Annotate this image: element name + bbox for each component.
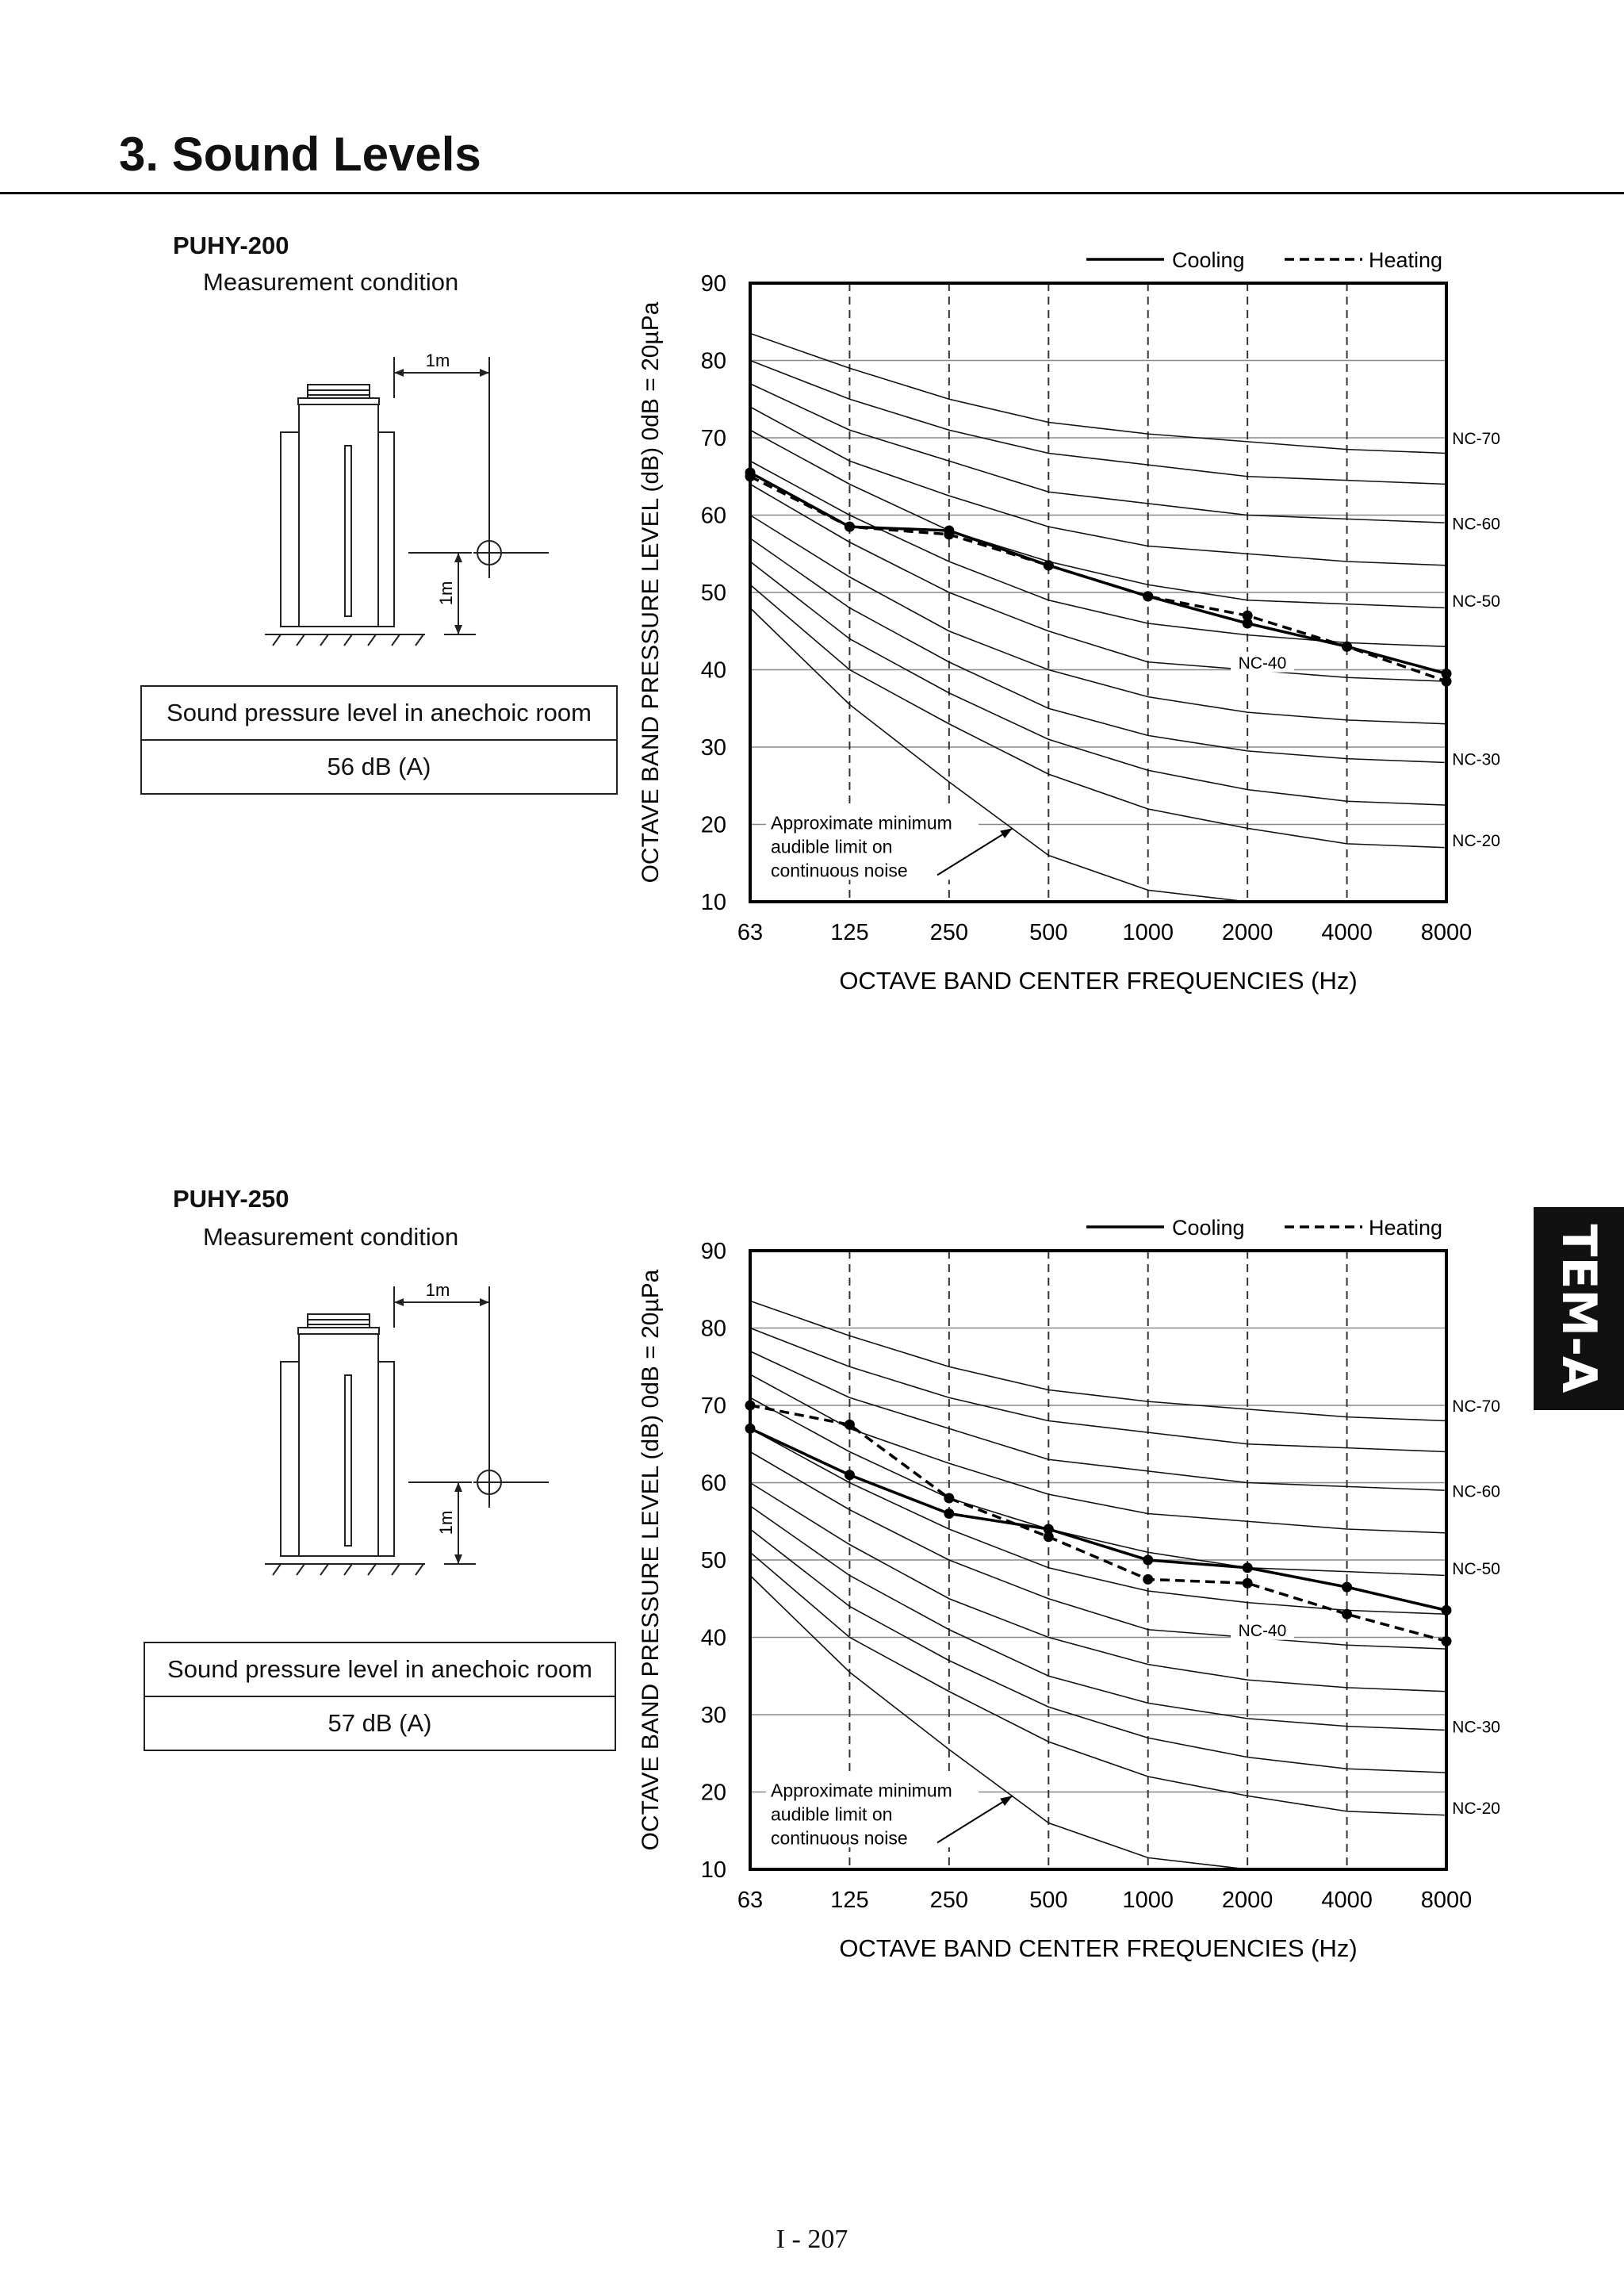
x-tick-label: 125 <box>830 1888 869 1913</box>
unit-body <box>299 1334 378 1556</box>
x-tick-label: 250 <box>929 1888 969 1913</box>
measurement-condition-label: Measurement condition <box>203 268 459 296</box>
y-tick-label: 40 <box>700 1625 726 1651</box>
sound-pressure-table <box>144 1642 616 1751</box>
vertical-distance-label: 1m <box>436 581 456 606</box>
table-header: Sound pressure level in anechoic room <box>142 687 616 741</box>
cooling-point <box>1243 1562 1253 1573</box>
nc-curve <box>750 361 1446 485</box>
nc-label: NC-40 <box>1238 654 1287 673</box>
y-axis-label: OCTAVE BAND PRESSURE LEVEL (dB) 0dB = 20µPa <box>638 1269 664 1851</box>
annotation-text: audible limit on <box>771 1803 893 1825</box>
y-tick-label: 60 <box>700 503 726 529</box>
nc-curve <box>750 333 1446 453</box>
nc-curve <box>750 1301 1446 1420</box>
page-title: 3. Sound Levels <box>119 128 481 181</box>
cooling-series-line <box>750 1428 1446 1610</box>
x-tick-label: 2000 <box>1221 1888 1274 1913</box>
measurement-condition-label: Measurement condition <box>203 1223 459 1251</box>
sound-pressure-table <box>140 685 618 795</box>
nc-label: NC-20 <box>1452 832 1500 850</box>
x-tick-label: 500 <box>1029 920 1068 945</box>
side-tab-label: TEM-A <box>1551 1224 1607 1393</box>
y-tick-label: 90 <box>700 1239 726 1264</box>
x-axis-label: OCTAVE BAND CENTER FREQUENCIES (Hz) <box>839 1934 1358 1962</box>
heating-series-line <box>750 477 1446 681</box>
annotation-text: audible limit on <box>771 836 893 857</box>
chart-puhy-200 <box>626 238 1500 995</box>
cooling-point <box>1143 1555 1153 1566</box>
y-tick-label: 30 <box>700 735 726 761</box>
nc-label: NC-50 <box>1452 592 1500 611</box>
nc-label: NC-50 <box>1452 1559 1500 1578</box>
heating-point <box>944 529 954 539</box>
x-tick-label: 1000 <box>1122 1888 1174 1913</box>
unit-grille <box>345 1375 351 1546</box>
heating-series-line <box>750 1405 1446 1641</box>
x-tick-label: 4000 <box>1321 1888 1373 1913</box>
vertical-distance-label: 1m <box>436 1510 456 1535</box>
annotation-text: Approximate minimum <box>771 812 952 834</box>
y-tick-label: 10 <box>700 1857 726 1883</box>
nc-label: NC-60 <box>1452 1482 1500 1501</box>
section-side-tab <box>1534 1207 1624 1410</box>
model-heading: PUHY-250 <box>173 1185 289 1213</box>
x-axis-label: OCTAVE BAND CENTER FREQUENCIES (Hz) <box>839 967 1358 995</box>
cooling-point <box>845 1470 855 1480</box>
legend-cooling-label: Cooling <box>1172 248 1245 272</box>
nc-curve <box>750 1506 1446 1731</box>
chart-puhy-250 <box>626 1205 1500 1962</box>
heating-point <box>845 1420 855 1430</box>
x-tick-label: 63 <box>737 920 764 945</box>
heating-point <box>845 522 855 532</box>
x-tick-label: 250 <box>929 920 969 945</box>
annotation-arrowhead <box>1000 828 1013 838</box>
measurement-diagram <box>254 1278 571 1588</box>
heating-point <box>1143 591 1153 601</box>
y-axis-label: OCTAVE BAND PRESSURE LEVEL (dB) 0dB = 20µPa <box>638 301 664 884</box>
nc-curve <box>750 485 1446 682</box>
title-divider <box>0 192 1624 194</box>
nc-curve <box>750 1452 1446 1650</box>
page-number: I - 207 <box>776 2225 848 2254</box>
x-tick-label: 63 <box>737 1888 764 1913</box>
nc-label: NC-30 <box>1452 750 1500 769</box>
legend-heating-label: Heating <box>1369 248 1443 272</box>
y-tick-label: 50 <box>700 581 726 606</box>
cooling-point <box>944 1508 954 1519</box>
heating-point <box>1243 611 1253 621</box>
y-tick-label: 70 <box>700 426 726 451</box>
y-tick-label: 70 <box>700 1393 726 1419</box>
x-tick-label: 2000 <box>1221 920 1274 945</box>
nc-curve <box>750 461 1446 646</box>
y-tick-label: 80 <box>700 348 726 374</box>
nc-label: NC-70 <box>1452 430 1500 448</box>
nc-curve <box>750 1328 1446 1452</box>
y-tick-label: 20 <box>700 812 726 838</box>
table-value: 57 dB (A) <box>327 1709 432 1737</box>
heating-point <box>1143 1574 1153 1585</box>
nc-label: NC-30 <box>1452 1718 1500 1737</box>
x-tick-label: 125 <box>830 920 869 945</box>
cooling-point <box>1342 1582 1352 1593</box>
nc-curve <box>750 516 1446 724</box>
y-tick-label: 90 <box>700 271 726 297</box>
nc-curve <box>750 539 1446 763</box>
measurement-diagram <box>254 349 571 658</box>
unit-grille <box>345 446 351 616</box>
nc-label: NC-60 <box>1452 515 1500 534</box>
y-tick-label: 60 <box>700 1470 726 1497</box>
nc-curve <box>750 1351 1446 1491</box>
unit-body <box>299 404 378 627</box>
y-tick-label: 80 <box>700 1316 726 1342</box>
heating-point <box>1342 1609 1352 1619</box>
legend-heating-label: Heating <box>1369 1216 1443 1240</box>
heating-point <box>1044 1531 1054 1542</box>
x-tick-label: 4000 <box>1321 920 1373 945</box>
heating-point <box>1044 560 1054 570</box>
nc-label: NC-40 <box>1238 1621 1287 1640</box>
y-tick-label: 50 <box>700 1548 726 1573</box>
y-tick-label: 10 <box>700 890 726 915</box>
y-tick-label: 30 <box>700 1703 726 1728</box>
heating-point <box>1243 1578 1253 1589</box>
table-header: Sound pressure level in anechoic room <box>145 1643 615 1697</box>
annotation-arrowhead <box>1000 1796 1013 1806</box>
annotation-text: continuous noise <box>771 860 908 881</box>
legend-cooling-label: Cooling <box>1172 1216 1245 1240</box>
y-tick-label: 20 <box>700 1780 726 1806</box>
horizontal-distance-label: 1m <box>425 351 450 370</box>
annotation-text: continuous noise <box>771 1827 908 1849</box>
heating-point <box>944 1493 954 1504</box>
model-heading: PUHY-200 <box>173 232 289 259</box>
nc-curve <box>750 384 1446 523</box>
nc-label: NC-70 <box>1452 1397 1500 1416</box>
x-tick-label: 8000 <box>1420 920 1473 945</box>
nc-label: NC-20 <box>1452 1800 1500 1818</box>
x-tick-label: 8000 <box>1420 1888 1473 1913</box>
horizontal-distance-label: 1m <box>425 1280 450 1300</box>
x-tick-label: 500 <box>1029 1888 1068 1913</box>
x-tick-label: 1000 <box>1122 920 1174 945</box>
heating-point <box>1342 642 1352 652</box>
annotation-text: Approximate minimum <box>771 1780 952 1801</box>
table-value: 56 dB (A) <box>327 753 431 780</box>
y-tick-label: 40 <box>700 657 726 684</box>
